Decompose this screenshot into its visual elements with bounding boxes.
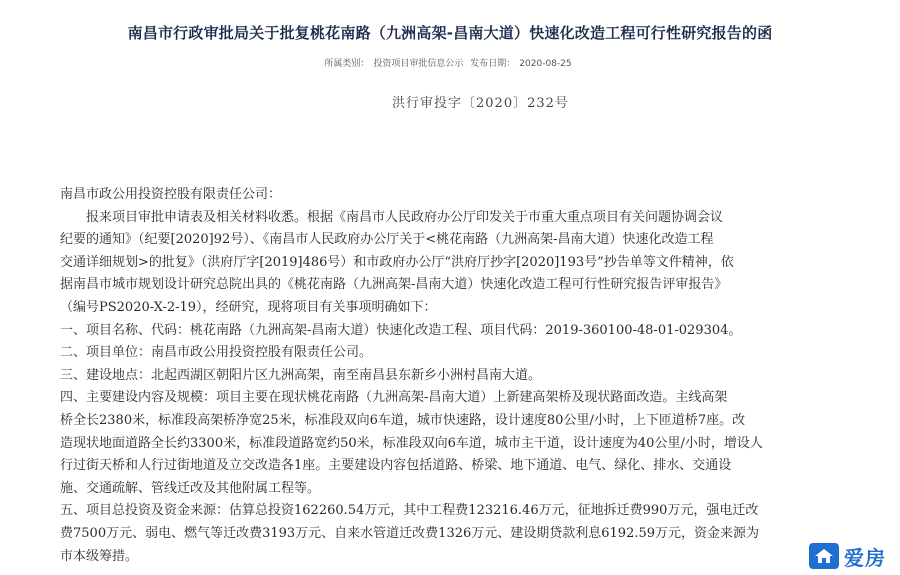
date-label: 发布日期： (470, 59, 516, 69)
page-title: 南昌市行政审批局关于批复桃花南路（九洲高架-昌南大道）快速化改造工程可行性研究报告的函 (127, 24, 773, 42)
letter-body (60, 184, 890, 568)
body-line: 费7500万元、弱电、燃气等迁改费3193万元、自来水管道迁改费1326万元、建设期贷款利息6192.59万元，资金来源为 (60, 525, 760, 541)
body-line: 五、项目总投资及资金来源：估算总投资162260.54万元，其中工程费123216.46万元，征地拆迁费990万元，强电迁改 (60, 503, 759, 519)
body-line: 一、项目名称、代码：桃花南路（九洲高架-昌南大道）快速化改造工程、项目代码：2019-360100-48-01-029304。 (60, 322, 742, 338)
watermark-text: 爱房 (844, 545, 886, 570)
publish-meta (0, 56, 900, 69)
house-logo-icon (809, 543, 839, 569)
body-line: 造现状地面道路全长约3300米，标准段道路宽约50米，标准段双向6车道，城市主干道，设计速度为40公里/小时，增设人 (60, 435, 763, 451)
body-line: 二、项目单位：南昌市政公用投资控股有限责任公司。 (60, 345, 373, 361)
body-line: 施、交通疏解、管线迁改及其他附属工程等。 (60, 480, 321, 496)
watermark (809, 541, 886, 571)
body-line: 三、建设地点：北起西湖区朝阳片区九洲高架，南至南昌县东新乡小洲村昌南大道。 (60, 367, 542, 383)
date-value: 2020-08-25 (519, 59, 572, 69)
category-value: 投资项目审批信息公示 (373, 59, 464, 69)
body-line: 报来项目审批申请表及相关材料收悉。根据《南昌市人民政府办公厅印发关于市重大重点项目有关问题协调会议 (60, 209, 724, 225)
body-line: 交通详细规划>的批复》（洪府厅字[2019]486号）和市政府办公厅“洪府厅抄字[2020]193号”抄告单等文件精神，依 (60, 254, 734, 270)
body-line: 据南昌市城市规划设计研究总院出具的《桃花南路（九洲高架-昌南大道）快速化改造工程可行性研究报告评审报告》 (60, 277, 728, 293)
body-line: 南昌市政公用投资控股有限责任公司： (60, 187, 282, 202)
body-line: 纪要的通知》（纪要[2020]92号）、《南昌市人民政府办公厅关于<桃花南路（九洲高架-昌南大道）快速化改造工程 (60, 232, 714, 248)
category-label: 所属类别： (324, 59, 370, 69)
body-line: 市本级筹措。 (60, 548, 139, 564)
document-number: 洪行审投字〔2020〕232号 (392, 96, 569, 111)
body-line: （编号PS2020-X-2-19），经研究，现将项目有关事项明确如下： (60, 299, 437, 315)
body-line: 四、主要建设内容及规模：项目主要在现状桃花南路（九洲高架-昌南大道）上新建高架桥及现状路面改造。主线高架 (60, 390, 728, 406)
body-line: 行过街天桥和人行过街地道及立交改造各1座。主要建设内容包括道路、桥梁、地下通道、电气、绿化、排水、交通设 (60, 458, 732, 474)
body-line: 桥全长2380米，标准段高架桥净宽25米，标准段双向6车道，城市快速路，设计速度80公里/小时，上下匝道桥7座。改 (60, 412, 746, 428)
